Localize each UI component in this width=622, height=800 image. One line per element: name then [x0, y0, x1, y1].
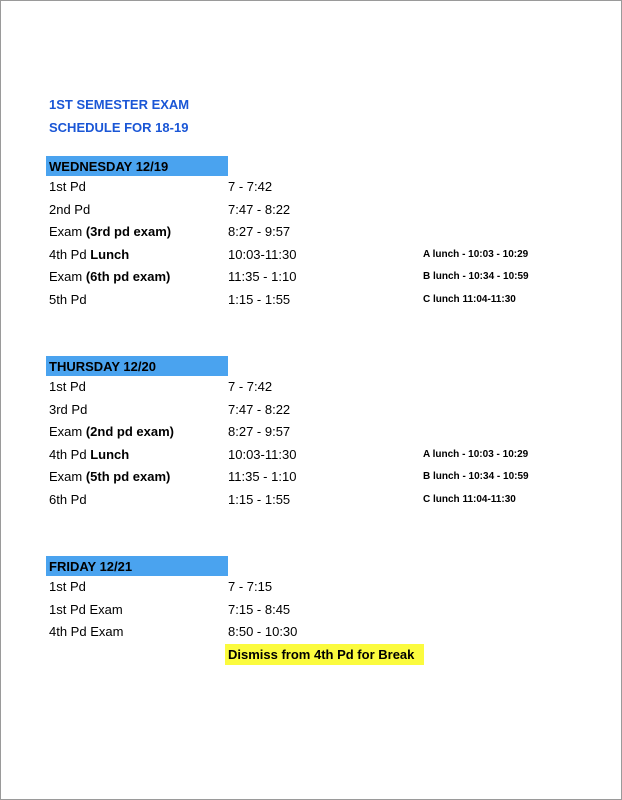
period-cell: 4th Pd Lunch [49, 246, 130, 262]
lunch-cell: A lunch - 10:03 - 10:29 [423, 248, 529, 260]
schedule-title-line1: 1ST SEMESTER EXAM [49, 97, 190, 112]
lunch-cell: B lunch - 10:34 - 10:59 [423, 271, 529, 283]
day-section-thursday [46, 356, 529, 512]
period-cell: 1st Pd [49, 379, 86, 394]
day-header: THURSDAY 12/20 [46, 356, 228, 376]
period-cell: 4th Pd Lunch [49, 446, 130, 462]
schedule-row [46, 176, 273, 199]
time-cell: 11:35 - 1:10 [228, 469, 297, 485]
schedule-row [46, 444, 529, 467]
period-cell: 6th Pd [49, 491, 87, 507]
schedule-row [46, 199, 291, 222]
period-cell: Exam (6th pd exam) [49, 269, 171, 285]
schedule-row [46, 376, 273, 399]
lunch-cell: C lunch 11:04-11:30 [423, 293, 516, 305]
time-cell: 7:47 - 8:22 [228, 401, 291, 417]
time-cell: 7 - 7:42 [228, 179, 273, 194]
lunch-cell: C lunch 11:04-11:30 [423, 493, 516, 505]
schedule-row [46, 289, 516, 312]
schedule-row [46, 599, 291, 622]
time-cell: 7 - 7:42 [228, 379, 273, 394]
time-cell: 10:03-11:30 [228, 446, 297, 462]
period-cell: 4th Pd Exam [49, 624, 124, 640]
lunch-cell: B lunch - 10:34 - 10:59 [423, 471, 529, 483]
period-cell: Exam (2nd pd exam) [49, 424, 174, 440]
time-cell: 10:03-11:30 [228, 246, 297, 262]
day-header: FRIDAY 12/21 [46, 556, 228, 576]
schedule-row [46, 244, 529, 267]
day-section-friday [46, 556, 415, 666]
schedule-row [46, 489, 516, 512]
period-cell: 5th Pd [49, 291, 87, 307]
schedule-row [46, 466, 529, 489]
period-cell: 1st Pd [49, 579, 86, 594]
lunch-cell: A lunch - 10:03 - 10:29 [423, 448, 529, 460]
schedule-row [46, 621, 298, 644]
time-cell: 8:27 - 9:57 [228, 224, 291, 240]
time-cell: 1:15 - 1:55 [228, 491, 291, 507]
period-cell: Exam (5th pd exam) [49, 469, 171, 485]
schedule-row [46, 399, 291, 422]
time-cell: 11:35 - 1:10 [228, 269, 297, 285]
period-cell: 1st Pd [49, 179, 86, 194]
time-cell: 8:50 - 10:30 [228, 624, 298, 640]
day-header: WEDNESDAY 12/19 [46, 156, 228, 176]
time-cell: 7:15 - 8:45 [228, 601, 291, 617]
time-cell: 1:15 - 1:55 [228, 291, 291, 307]
dismiss-note: Dismiss from 4th Pd for Break [225, 644, 424, 665]
time-cell: 8:27 - 9:57 [228, 424, 291, 440]
schedule-row [46, 576, 273, 599]
schedule-row [46, 266, 529, 289]
time-cell: 7 - 7:15 [228, 579, 273, 594]
day-section-wednesday [46, 156, 529, 312]
period-cell: 2nd Pd [49, 201, 91, 217]
period-cell: Exam (3rd pd exam) [49, 224, 172, 240]
schedule-title-line2: SCHEDULE FOR 18-19 [49, 120, 189, 135]
period-cell: 1st Pd Exam [49, 601, 123, 617]
dismiss-row [46, 644, 415, 667]
schedule-row [46, 421, 291, 444]
schedule-row [46, 221, 291, 244]
time-cell: 7:47 - 8:22 [228, 201, 291, 217]
period-cell: 3rd Pd [49, 401, 88, 417]
